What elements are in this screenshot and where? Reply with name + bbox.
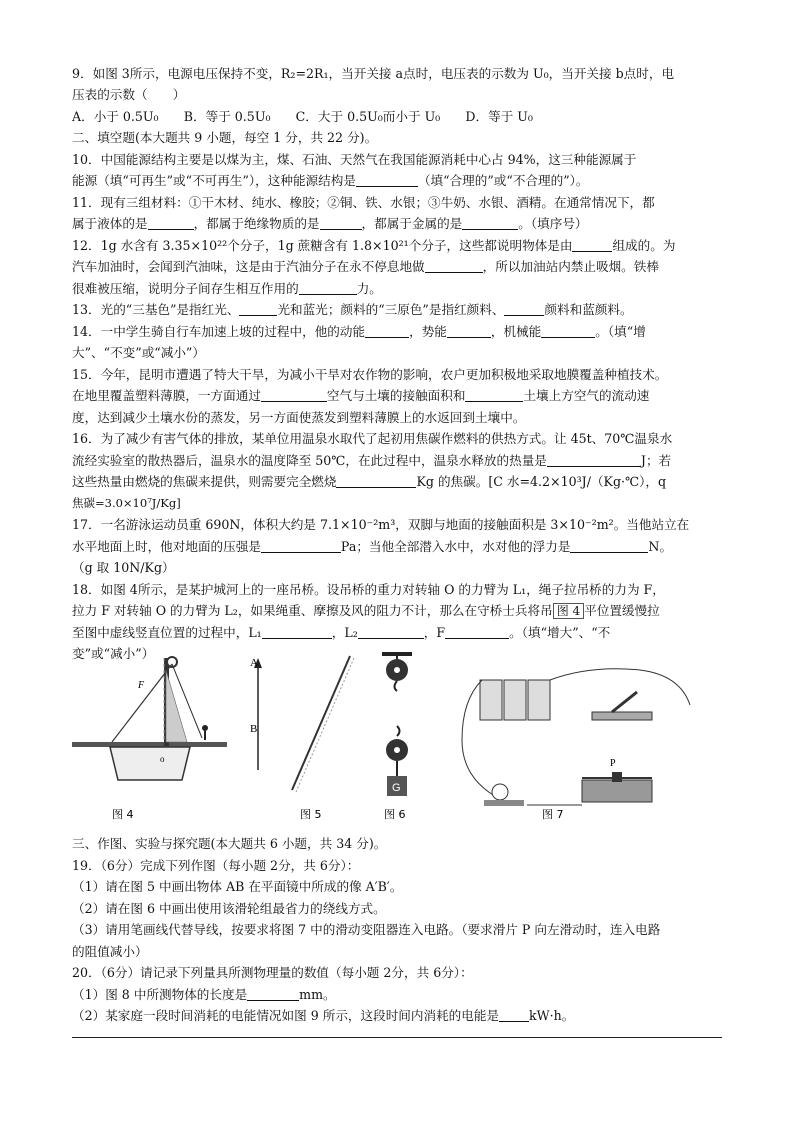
label-P: P (610, 758, 616, 769)
q10-text-a: 能源（填“可再生”或“不可再生”），这种能源结构是 (72, 173, 356, 188)
q11-blank-1[interactable] (148, 215, 194, 230)
q13-text-b: 光和蓝光；颜料的“三原色”是指红颜料、 (277, 302, 505, 317)
q20-text-d: kW·h。 (529, 1008, 575, 1023)
q18-blank-2[interactable] (358, 624, 424, 639)
q20-sub2 (72, 1005, 724, 1026)
q12-line2 (72, 256, 724, 277)
label-A: A (250, 657, 258, 669)
q17-text-c: N。 (648, 539, 673, 554)
q11-text-a: 属于液体的是 (72, 216, 148, 231)
q18-text-f: 。（填“增大”、“不 (509, 625, 611, 640)
q18-line1: 18．如图 4所示，是某护城河上的一座吊桥。设吊桥的重力对转轴 O 的力臂为 L₁，绳子拉吊桥的力为 F， (72, 582, 665, 597)
wire-top (550, 669, 690, 705)
q9-line2: 压表的示数（ ） (72, 87, 186, 102)
q11-line2 (72, 213, 724, 234)
figure-4-drawbridge (72, 657, 227, 821)
q12-text-e: 很难被压缩，说明分子间存生相互作用的 (72, 281, 299, 296)
q15-text-a: 在地里覆盖塑料薄膜，一方面通过 (72, 388, 261, 403)
q17-text-b: Pa；当他全部潜入水中，水对他的浮力是 (340, 539, 571, 554)
q20-text-b: mm。 (299, 987, 336, 1002)
ceiling-bar (382, 652, 412, 656)
q12-text-f: 力。 (356, 281, 382, 296)
q20-title: 20．（6分）请记录下列量具所测物理量的数值（每小题 2分，共 6分）： (72, 965, 473, 980)
q13-text-a: 13．光的“三基色”是指红光、 (72, 302, 240, 317)
bulb-base (484, 800, 524, 806)
battery-1-icon (480, 680, 502, 720)
q16-line1: 16．为了减少有害气体的排放，某单位用温泉水取代了起初用焦碳作燃料的供热方式。让 45t、70℃温泉水 (72, 431, 673, 446)
q15-line2 (72, 385, 724, 406)
movable-pulley-axle (394, 747, 400, 753)
label-G: G (392, 782, 401, 794)
q16-text-a: 流经实验室的散热器后，温泉水的温度降至 50℃，在此过程中，温泉水释放的热量是 (72, 453, 547, 468)
q10-text-b: （填“合理的”或“不合理的”）。 (417, 173, 589, 188)
q19-sub1: （1）请在图 5 中画出物体 AB 在平面镜中所成的像 A′B′。 (72, 879, 403, 894)
q12-line3 (72, 278, 724, 299)
q16-blank-2[interactable] (336, 473, 416, 488)
figure-6-pulleys (382, 652, 412, 821)
q19-title: 19．（6分）完成下列作图（每小题 2分，共 6分）： (72, 858, 360, 873)
q18-text-b: 平位置缓慢拉 (584, 603, 660, 618)
q19-sub3-line1: （3）请用笔画线代替导线，按要求将图 7 中的滑动变阻器连入电路。（要求滑片 P 向左滑动时，连入电路 (72, 922, 661, 937)
q9-options: A．小于 0.5U₀ B．等于 0.5U₀ C．大于 0.5U₀而小于 U₀ D．等于 U₀ (72, 109, 533, 124)
q16-line3 (72, 471, 724, 492)
q18-line3 (72, 622, 724, 643)
q12-text-c: 汽车加油时，会闻到汽油味，这是由于汽油分子在永不停息地做 (72, 259, 425, 274)
section2-heading: 二、填空题(本大题共 9 小题，每空 1 分，共 22 分)。 (72, 130, 378, 145)
q20-blank-1[interactable] (247, 986, 299, 1001)
q16-blank-1[interactable] (547, 452, 641, 467)
plane-mirror (292, 656, 350, 790)
hook-icon (395, 681, 398, 691)
q10-line1: 10．中国能源结构主要是以煤为主，煤、石油、天然气在我国能源消耗中心占 94%，这三种能源属于 (72, 152, 637, 167)
q11-text-d: 。（填序号） (518, 216, 588, 231)
rheostat (582, 780, 652, 802)
q14-line1 (72, 321, 724, 342)
q17-blank-2[interactable] (570, 538, 648, 553)
q15-blank-2[interactable] (465, 387, 523, 402)
q12-blank-2[interactable] (425, 258, 483, 273)
q18-blank-3[interactable] (445, 624, 509, 639)
q11-text-b: ，都属于绝缘物质的是 (193, 216, 320, 231)
q10-line2 (72, 170, 724, 191)
switch-lever-icon (612, 692, 637, 712)
caption-fig7: 图 7 (542, 808, 564, 821)
q17-line1: 17．一名游泳运动员重 690N，体积大约是 7.1×10⁻²m³，双脚与地面的接触面积是 3×10⁻²m²。当他站立在 (72, 517, 690, 532)
q12-blank-3[interactable] (299, 280, 357, 295)
rope (112, 664, 172, 742)
q17-line3: （g 取 10N/Kg） (72, 560, 175, 575)
q11-blank-2[interactable] (320, 215, 362, 230)
q14-text-a: 14．一中学生骑自行车加速上坡的过程中，他的动能 (72, 324, 366, 339)
q18-text-d: ，L₂ (331, 625, 358, 640)
q17-text-a: 水平地面上时，他对地面的压强是 (72, 539, 261, 554)
bottom-rule (72, 1037, 722, 1038)
q12-text-b: 组成的。为 (612, 238, 676, 253)
q16-text-b: J；若 (640, 453, 672, 468)
mirror-hatch (296, 658, 354, 792)
q14-line2: 大”、“不变”或“减小”） (72, 345, 205, 360)
q18-line2 (72, 600, 724, 622)
q11-line1: 11．现有三组材料：①干木材、纯水、橡胶；②铜、铁、水银；③牛奶、水银、酒精。在通常情况下，都 (72, 195, 655, 210)
q19-sub3-line2: 的阻值减小） (72, 944, 148, 959)
hook-upper-icon (397, 726, 400, 736)
q14-blank-2[interactable] (447, 323, 491, 338)
caption-fig4: 图 4 (112, 808, 134, 821)
q16-text-d: Kg 的焦碳。[C 水=4.2×10³J/（Kg·℃），q (416, 474, 667, 489)
q18-line4: 变”或“减小”） (72, 646, 155, 661)
q11-text-c: ，都属于金属的是 (361, 216, 463, 231)
figures-row (72, 650, 722, 830)
battery-2-icon (504, 680, 526, 720)
switch-base (592, 712, 652, 720)
q18-fig-tag: 图 4 (553, 603, 584, 619)
q13-line (72, 299, 724, 320)
caption-fig5: 图 5 (300, 808, 322, 821)
q13-blank-2[interactable] (504, 301, 544, 316)
q10-blank[interactable] (356, 172, 418, 187)
q14-text-c: ，机械能 (490, 324, 542, 339)
label-O: o (160, 754, 165, 764)
q15-text-b: 空气与土壤的接触面积和 (326, 388, 466, 403)
q9-line1: 9．如图 3所示，电源电压保持不变，R₂=2R₁，当开关接 a点时，电压表的示数为 U₀，当开关接 b点时，电 (72, 66, 675, 81)
q15-line3: 度，达到减少土壤水份的蒸发，另一方面使蒸发到塑料薄膜上的水返回到土壤中。 (72, 410, 526, 425)
q12-text-d: ，所以加油站内禁止吸烟。铁棒 (482, 259, 659, 274)
q14-text-b: ，势能 (409, 324, 447, 339)
q16-line4: 焦碳=3.0×10⁷J/Kg] (72, 496, 181, 510)
q20-text-a: （1）图 8 中所测物体的长度是 (72, 987, 248, 1002)
rheostat-slider-P (612, 772, 622, 782)
label-F: F (138, 680, 145, 691)
q20-text-c: （2）某家庭一段时间消耗的电能情况如图 9 所示，这段时间内消耗的电能是 (72, 1008, 500, 1023)
q18-text-a: 拉力 F 对转轴 O 的力臂为 L₂，如果绳重、摩擦及风的阻力不计，那么在守桥士兵将吊 (72, 603, 553, 618)
q14-text-d: 。（填“增 (595, 324, 646, 339)
label-B: B (250, 723, 258, 735)
q15-text-c: 土壤上方空气的流动速 (523, 388, 650, 403)
q17-blank-1[interactable] (261, 538, 341, 553)
q20-blank-2[interactable] (499, 1007, 529, 1022)
caption-fig6: 图 6 (384, 808, 406, 821)
q18-text-c: 至图中虚线竖直位置的过程中，L₁ (72, 625, 262, 640)
q16-line2 (72, 450, 724, 471)
q12-text-a: 12．1g 水含有 3.35×10²²个分子，1g 蔗糖含有 1.8×10²¹个分子，这些都说明物体是由 (72, 238, 573, 253)
q14-blank-1[interactable] (365, 323, 409, 338)
q17-line2 (72, 536, 724, 557)
bridge-deck (166, 670, 187, 742)
q16-text-c: 这些热量由燃烧的焦碳来提供，则需要完全燃烧 (72, 474, 337, 489)
battery-3-icon (528, 680, 550, 720)
q14-blank-3[interactable] (541, 323, 595, 338)
soldier-head-icon (202, 725, 208, 731)
q19-sub2: （2）请在图 6 中画出使用该滑轮组最省力的绕线方式。 (72, 901, 386, 916)
q12-line1 (72, 235, 724, 256)
moat (110, 747, 190, 780)
figure-7-circuit (462, 669, 690, 821)
q12-blank-1[interactable] (572, 237, 612, 252)
q11-blank-3[interactable] (462, 215, 518, 230)
q20-sub1 (72, 984, 724, 1005)
figure-5-mirror (250, 656, 354, 821)
pulley-icon (167, 657, 177, 667)
q15-line1: 15．今年，昆明市遭遇了特大干旱，为减小干旱对农作物的影响，农户更加积极地采取地膜覆盖种植技术。 (72, 367, 668, 382)
q18-blank-1[interactable] (262, 624, 332, 639)
q13-blank-1[interactable] (239, 301, 277, 316)
fixed-pulley-axle (394, 667, 400, 673)
bulb-icon (492, 784, 508, 800)
section3-heading: 三、作图、实验与探究题(本大题共 6 小题，共 34 分)。 (72, 836, 387, 851)
q18-text-e: ，F (423, 625, 446, 640)
q13-text-c: 颜料和蓝颜料。 (544, 302, 633, 317)
q15-blank-1[interactable] (261, 387, 327, 402)
